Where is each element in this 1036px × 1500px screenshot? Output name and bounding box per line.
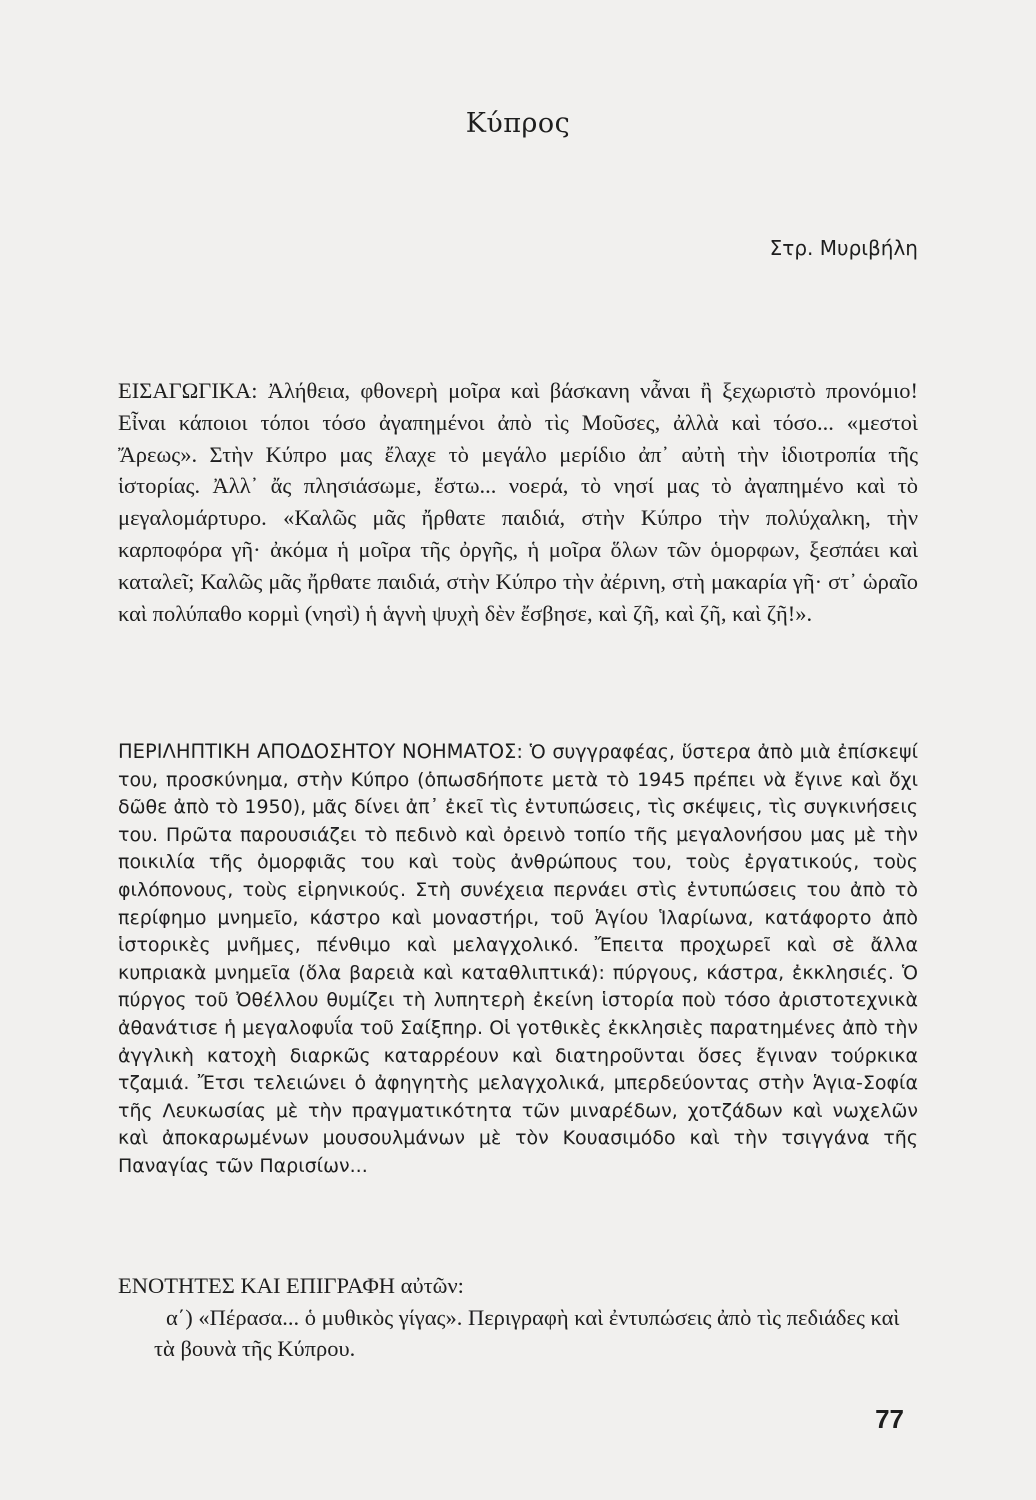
page-title: Κύπρος [465,108,571,139]
summary-label: ΠΕΡΙΛΗΠΤΙΚΗ ΑΠΟΔΟΣΗΤΟΥ ΝΟΗΜΑΤΟΣ: [118,740,523,763]
sections-heading: ΕΝΟΤΗΤΕΣ ΚΑΙ ΕΠΙΓΡΑΦΗ αὐτῶν: [118,1273,464,1298]
intro-paragraph [118,375,918,629]
summary-text: Ὁ συγγραφέας, ὕστερα ἀπὸ μιὰ ἐπίσκεψί του, προσκύνημα, στὴν Κύπρο (ὁπωσδήποτε μετὰ τὸ 1945 πρέπει νὰ ἔγινε καὶ ὄχι δῶθε ἀπὸ τὸ 1950), μᾶς δίνει ἀπ᾿ ἐκεῖ τὶς ἐντυπώσεις, τὶς σκέψεις, τὶς συγκινήσεις του. Πρῶτα παρουσιάζει τὸ πεδινὸ καὶ ὀρεινὸ τοπίο τῆς μεγαλονήσου μας μὲ τὴν ποικιλία τῆς ὀμορφιᾶς του καὶ τοὺς ἀνθρώπους του, τοὺς ἐργατικούς, τοὺς φιλόπονους, τοὺς εἰρηνικούς. Στὴ συνέχεια περνάει στὶς ἐντυπώσεις του ἀπὸ τὸ περίφημο μνημεῖο, κάστρο καὶ μοναστήρι, τοῦ Ἁγίου Ἱλαρίωνα, κατάφορτο ἀπὸ ἱστορικὲς μνῆμες, πένθιμο καὶ μελαγχολικό. Ἔπειτα προχωρεῖ καὶ σὲ ἄλλα κυπριακὰ μνημεῖα (ὅλα βαρειὰ καὶ καταθλιπτικά): πύργους, κάστρα, ἐκκλησιές. Ὁ πύργος τοῦ Ὀθέλλου θυμίζει τὴ λυπητερὴ ἐκείνη ἱστορία ποὺ τόσο ἀριστοτεχνικὰ ἀθανάτισε ἡ μεγαλοφυΐα τοῦ Σαίξπηρ. Οἱ γοτθικὲς ἐκκλησιὲς παρατημένες ἀπὸ τὴν ἀγγλικὴ κατοχὴ διαρκῶς καταρρέουν καὶ διατηροῦνται ὅσες ἔγιναν τούρκικα τζαμιά. Ἔτσι τελειώνει ὁ ἀφηγητὴς μελαγχολικά, μπερδεύοντας στὴν Ἁγια-Σοφία τῆς Λευκωσίας μὲ τὴν πραγματικότητα τῶν μιναρέδων, χοτζάδων καὶ νωχελῶν καὶ ἀποκαρωμένων μουσουλμάνων μὲ τὸν Κουασιμόδο καὶ τὴν τσιγγάνα τῆς Παναγίας τῶν Παρισίων... [118,741,918,1177]
intro-text: Ἀλήθεια, φθονερὴ μοῖρα καὶ βάσκανη νἆναι ἢ ξεχωριστὸ προνόμιο! Εἶναι κάποιοι τόποι τόσο ἀγαπημένοι ἀπὸ τὶς Μοῦσες, ἀλλὰ καὶ τόσο... «μεστοὶ Ἄρεως». Στὴν Κύπρο μας ἔλαχε τὸ μεγάλο μερίδιο ἀπ᾿ αὐτὴ τὴν ἰδιοτροπία τῆς ἱστορίας. Ἀλλ᾿ ἄς πλησιάσωμε, ἔστω... νοερά, τὸ νησί μας τὸ ἀγαπημένο καὶ τὸ μεγαλομάρτυρο. «Καλῶς μᾶς ἤρθατε παιδιά, στὴν Κύπρο τὴν πολύχαλκη, τὴν καρποφόρα γῆ· ἀκόμα ἡ μοῖρα τῆς ὀργῆς, ἡ μοῖρα ὅλων τῶν ὁμορφων, ξεσπάει καὶ καταλεῖ; Καλῶς μᾶς ἤρθατε παιδιά, στὴν Κύπρο τὴν ἀέρινη, στὴ μακαρία γῆ· στ᾿ ὡραῖο καὶ πολύπαθο κορμὶ (νησὶ) ἡ ἁγνὴ ψυχὴ δὲν ἔσβησε, καὶ ζῆ, καὶ ζῆ, καὶ ζῆ!». [118,378,919,626]
summary-paragraph [118,738,918,1181]
sections-block [118,1270,918,1365]
section-item: α΄) «Πέρασα... ὁ μυθικὸς γίγας». Περιγραφὴ καὶ ἐντυπώσεις ἀπὸ τὶς πεδιάδες καὶ τὰ βουνὰ τῆς Κύπρου. [154,1304,900,1361]
page-number: 77 [875,1404,904,1434]
intro-label: ΕΙΣΑΓΩΓΙΚΑ: [118,378,258,403]
author-name: Στρ. Μυριβήλη [769,236,918,260]
